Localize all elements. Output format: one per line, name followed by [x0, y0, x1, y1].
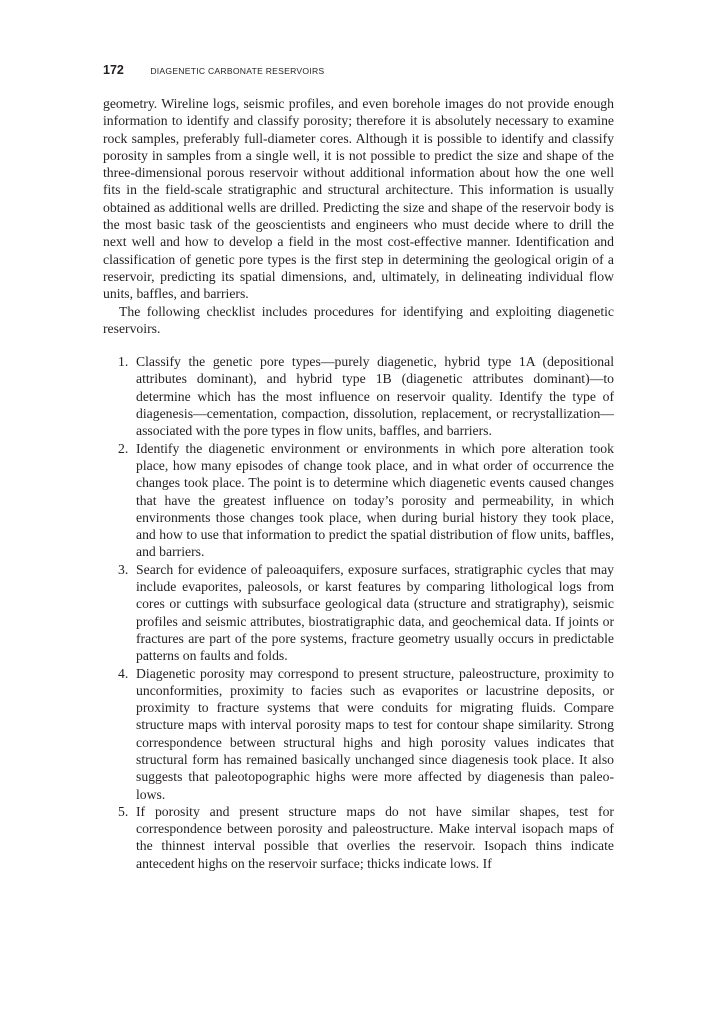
checklist-item	[103, 561, 614, 665]
item-number: 2.	[118, 440, 129, 456]
item-text: Classify the genetic pore types—purely diagenetic, hybrid type 1A (depositional attributes dominant), and hybrid type 1B (diagenetic attributes dominant)—to determine which has the most influence on reservoir quality. Identify the type of diagenesis—cementation, compaction, dissolution, replacement, or recrystallization—associated with the pore types in flow units, baffles, and barriers.	[136, 354, 614, 439]
item-text: If porosity and present structure maps do not have similar shapes, test for correspondence between porosity and paleostructure. Make interval isopach maps of the thinnest interval possible that overlies the reservoir. Isopach thins indicate antecedent highs on the reservoir surface; thicks indicate lows. If	[136, 803, 614, 871]
checklist	[103, 353, 614, 872]
checklist-item	[103, 353, 614, 439]
checklist-item	[103, 803, 614, 872]
paragraph-checklist-intro: The following checklist includes procedures for identifying and exploiting diagenetic reservoirs.	[103, 303, 614, 336]
item-text: Search for evidence of paleoaquifers, exposure surfaces, stratigraphic cycles that may include evaporites, paleosols, or karst features by comparing lithological logs from cores or cuttings with subsurface geological data (structure and stratigraphy), seismic profiles and seismic attributes, biostratigraphic data, and geochemical data. If joints or fractures are part of the pore systems, fracture geometry usually occurs in predictable patterns on faults and folds.	[136, 561, 614, 664]
running-title: DIAGENETIC CARBONATE RESERVOIRS	[150, 66, 325, 76]
item-number: 1.	[118, 354, 129, 370]
paragraph-geometry: geometry. Wireline logs, seismic profiles, and even borehole images do not provide enough information to identify and classify porosity; therefore it is absolutely necessary to examine rock samples, preferably full-diameter cores. Although it is possible to identify and classify porosity in samples from a single well, it is not possible to predict the size and shape of the three-dimensional porous reservoir without additional information about how the one well fits in the field-scale stratigraphic and structural architecture. This information is usually obtained as additional wells are drilled. Predicting the size and shape of the reservoir body is the most basic task of the geoscientists and engineers who must decide where to drill the next well and how to develop a field in the most cost-effective manner. Identification and classification of genetic pore types is the first step in determining the geological origin of a reservoir, predicting its spatial dimensions, and, ultimately, in delineating individual flow units, baffles, and barriers.	[103, 96, 614, 302]
running-head	[103, 61, 623, 77]
body-text	[103, 95, 614, 872]
item-text: Identify the diagenetic environment or environments in which pore alteration took place, how many episodes of change took place, and in what order of occurrence the changes took place. The point is to determine which diagenetic events caused changes that have the greatest influence on today’s porosity and permeability, in which environments those changes took place, when during burial history they took place, and how to use that information to predict the spatial distribution of flow units, baffles, and barriers.	[136, 440, 614, 560]
item-text: Diagenetic porosity may correspond to present structure, paleostructure, proximity to unconformities, proximity to facies such as evaporites or lacustrine deposits, or proximity to fracture systems that were conduits for migrating fluids. Compare structure maps with interval porosity maps to test for contour shape similarity. Strong correspondence between structural highs and high porosity values indicates that structural form has remained basically unchanged since diagenesis took place. It also suggests that paleotopographic highs were more affected by diagenesis than paleo-lows.	[136, 665, 614, 802]
item-number: 4.	[118, 665, 129, 681]
page-number: 172	[103, 63, 124, 77]
item-number: 5.	[118, 803, 129, 819]
checklist-item	[103, 440, 614, 561]
item-number: 3.	[118, 561, 129, 577]
checklist-item	[103, 665, 614, 803]
